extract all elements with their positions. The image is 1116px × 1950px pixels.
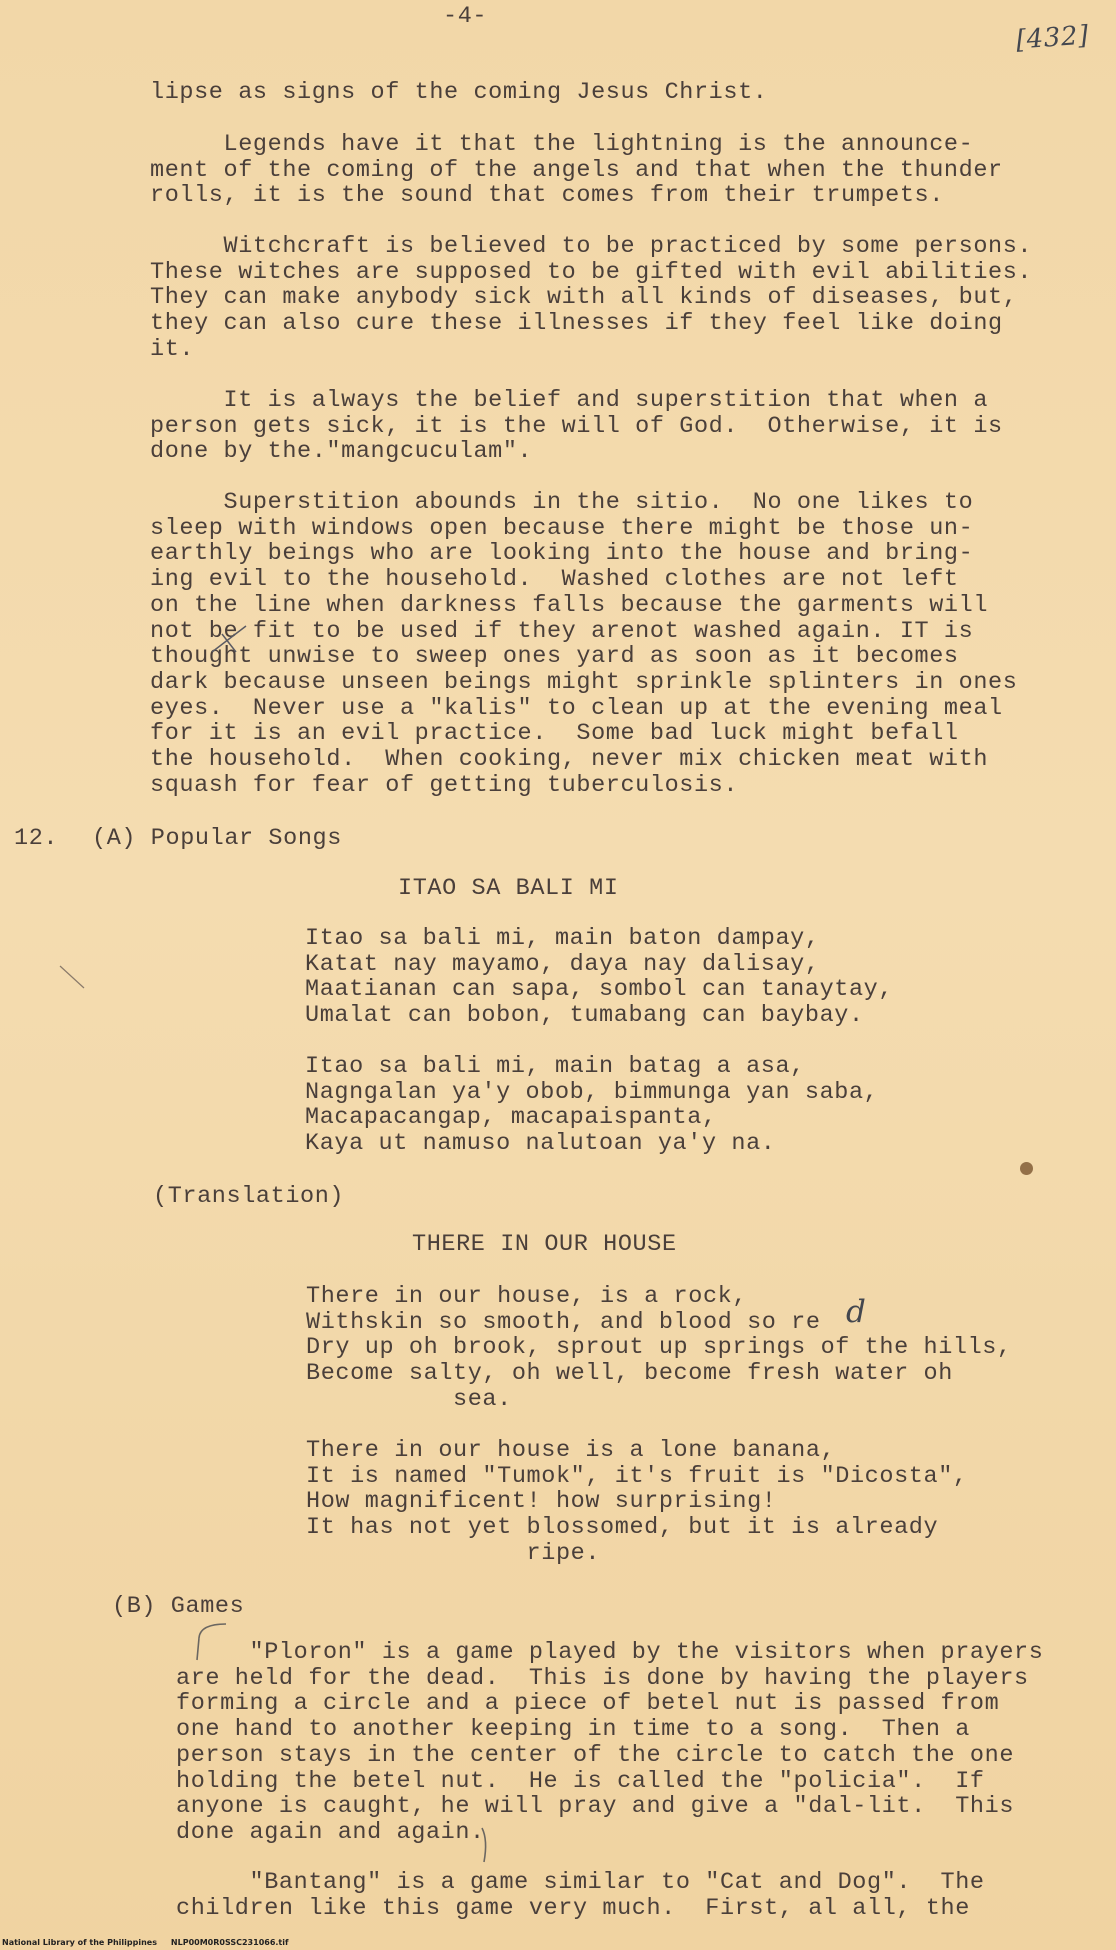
- text-line: children like this game very much. First, al all, the: [176, 1894, 970, 1922]
- text-line: It is named "Tumok", it's fruit is "Dicosta",: [306, 1462, 968, 1490]
- text-line: Umalat can bobon, tumabang can baybay.: [305, 1002, 864, 1030]
- text-line: forming a circle and a piece of betel nut is passed from: [176, 1690, 1000, 1718]
- text-line: it.: [150, 335, 195, 363]
- text-line: lipse as signs of the coming Jesus Christ.: [150, 79, 768, 106]
- bracket-open: [197, 1624, 226, 1660]
- text-line: not be fit to be used if they arenot washed again. IT is: [150, 617, 974, 645]
- text-line: dark because unseen beings might sprinkle splinters in ones: [150, 668, 1018, 696]
- text-line: Itao sa bali mi, main batag a asa,: [305, 1053, 805, 1080]
- text-line: squash for fear of getting tuberculosis.: [150, 771, 739, 799]
- text-line: "Ploron" is a game played by the visitors when prayers: [176, 1639, 1044, 1666]
- text-line: There in our house is a lone banana,: [306, 1437, 836, 1464]
- section-number: 12.: [14, 825, 59, 852]
- text-line: Macapacangap, macapaispanta,: [305, 1104, 717, 1132]
- text-line: anyone is caught, he will pray and give a "dal-lit. This: [176, 1793, 1015, 1821]
- text-line: eyes. Never use a "kalis" to clean up at the evening meal: [150, 694, 1003, 722]
- text-line: Superstition abounds in the sitio. No one likes to: [150, 489, 974, 516]
- text-line: rolls, it is the sound that comes from their trumpets.: [150, 182, 944, 210]
- bracket-close: [482, 1828, 486, 1862]
- text-line: These witches are supposed to be gifted with evil abilities.: [150, 258, 1033, 286]
- text-line: on the line when darkness falls because the garments will: [150, 591, 989, 619]
- text-line: Dry up oh brook, sprout up springs of the hills,: [306, 1334, 1012, 1362]
- text-line: Become salty, oh well, become fresh water oh: [306, 1360, 953, 1388]
- text-line: There in our house, is a rock,: [306, 1283, 748, 1310]
- text-line: ment of the coming of the angels and that when the thunder: [150, 156, 1003, 184]
- handwritten-correction: d: [846, 1294, 867, 1330]
- text-line: They can make anybody sick with all kinds of diseases, but,: [150, 284, 1018, 312]
- text-line: Legends have it that the lightning is the announce-: [150, 131, 974, 158]
- text-line: one hand to another keeping in time to a song. Then a: [176, 1716, 970, 1744]
- text-line: person gets sick, it is the will of God. Otherwise, it is: [150, 412, 1003, 440]
- text-line: Nagngalan ya'y obob, bimmunga yan saba,: [305, 1078, 879, 1106]
- translation-title: THERE IN OUR HOUSE: [412, 1231, 677, 1258]
- stray-mark: [60, 966, 84, 988]
- text-line: It is always the belief and superstition that when a: [150, 387, 989, 414]
- heading-popular-songs: (A) Popular Songs: [92, 825, 342, 852]
- ink-blot: [1020, 1162, 1033, 1175]
- text-line: Katat nay mayamo, daya nay dalisay,: [305, 950, 820, 978]
- text-line: Itao sa bali mi, main baton dampay,: [305, 925, 820, 952]
- check-mark: [212, 626, 246, 652]
- text-line: Witchcraft is believed to be practiced by some persons.: [150, 233, 1033, 260]
- song-title: ITAO SA BALI MI: [398, 875, 619, 902]
- text-line: "Bantang" is a game similar to "Cat and Dog". The: [176, 1869, 985, 1896]
- text-line: Withskin so smooth, and blood so re: [306, 1308, 821, 1336]
- text-line: person stays in the center of the circle to catch the one: [176, 1741, 1015, 1769]
- text-line: for it is an evil practice. Some bad luck might befall: [150, 720, 959, 748]
- text-line: the household. When cooking, never mix chicken meat with: [150, 746, 989, 774]
- text-line: ripe.: [306, 1539, 601, 1567]
- text-line: sleep with windows open because there might be those un-: [150, 514, 974, 542]
- text-line: they can also cure these illnesses if they feel like doing: [150, 310, 1003, 338]
- text-line: Kaya ut namuso nalutoan ya'y na.: [305, 1130, 776, 1158]
- text-line: It has not yet blossomed, but it is already: [306, 1514, 939, 1542]
- text-line: holding the betel nut. He is called the "policia". If: [176, 1767, 985, 1795]
- archive-footer: National Library of the Philippines NLP00M0R0SSC231066.tif: [2, 1938, 289, 1947]
- text-line: done by the."mangcuculam".: [150, 438, 533, 466]
- translation-label: (Translation): [153, 1183, 345, 1210]
- page-number: -4-: [443, 3, 488, 30]
- text-line: are held for the dead. This is done by having the players: [176, 1664, 1029, 1692]
- text-line: Maatianan can sapa, sombol can tanaytay,: [305, 976, 894, 1004]
- heading-games: (B) Games: [112, 1593, 245, 1620]
- text-line: earthly beings who are looking into the house and bring-: [150, 540, 974, 568]
- archive-number: [432]: [1014, 20, 1090, 56]
- text-line: sea.: [306, 1385, 512, 1413]
- text-line: ing evil to the household. Washed clothes are not left: [150, 566, 959, 594]
- text-line: done again and again.: [176, 1818, 485, 1846]
- text-line: thought unwise to sweep ones yard as soon as it becomes: [150, 643, 959, 671]
- text-line: How magnificent! how surprising!: [306, 1488, 777, 1516]
